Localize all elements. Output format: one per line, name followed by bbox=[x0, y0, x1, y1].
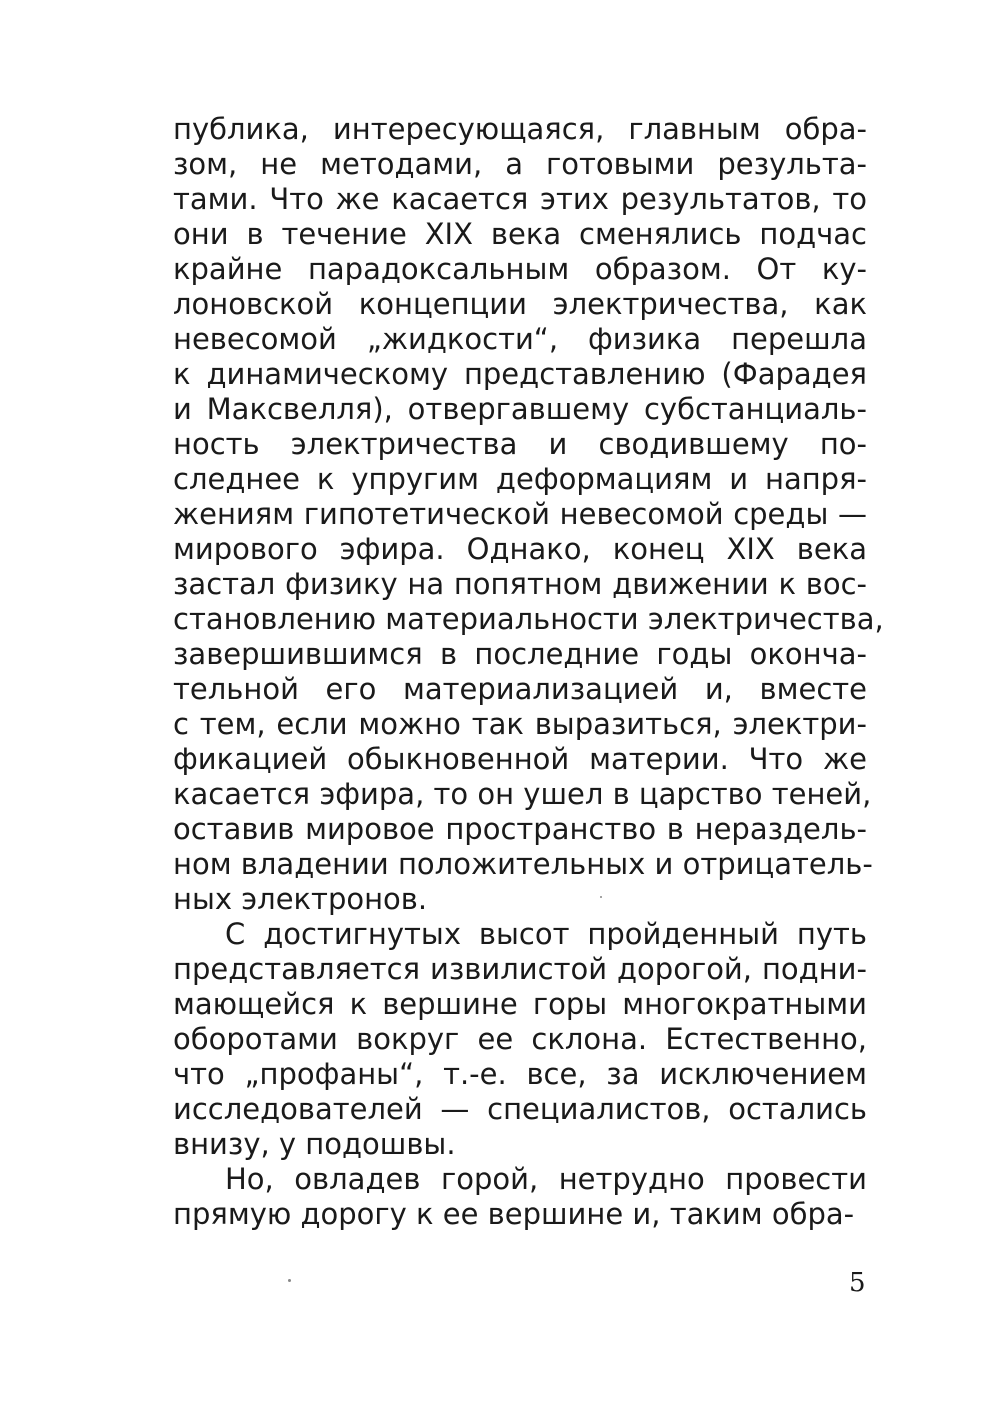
text-line: ном владении положительных и отрицатель- bbox=[173, 847, 873, 881]
text-line: исследователей — специалистов, остались bbox=[173, 1092, 867, 1126]
print-speck bbox=[600, 896, 602, 898]
text-line: тельной его материализацией и, вместе bbox=[173, 672, 867, 706]
text-line: они в течение XIX века сменялись подчас bbox=[173, 217, 867, 251]
text-line: оставив мировое пространство в нераздель- bbox=[173, 812, 867, 846]
text-line: к динамическому представлению (Фарадея bbox=[173, 357, 867, 391]
text-line: публика, интересующаяся, главным обра- bbox=[173, 112, 867, 146]
text-line: что „профаны“, т.-е. все, за исключением bbox=[173, 1057, 867, 1091]
print-speck bbox=[288, 1279, 291, 1282]
text-line: оборотами вокруг ее склона. Естественно, bbox=[173, 1022, 867, 1056]
paragraph bbox=[173, 1162, 867, 1232]
text-line: мирового эфира. Однако, конец XIX века bbox=[173, 532, 867, 566]
text-line: ность электричества и сводившему по- bbox=[173, 427, 867, 461]
paragraph bbox=[173, 917, 867, 1162]
text-line: крайне парадоксальным образом. От ку- bbox=[173, 252, 867, 286]
text-line: жениям гипотетической невесомой среды — bbox=[173, 497, 867, 531]
text-line: мающейся к вершине горы многократными bbox=[173, 987, 867, 1021]
text-line: касается эфира, то он ушел в царство теней, bbox=[173, 777, 872, 811]
text-line: внизу, у подошвы. bbox=[173, 1127, 456, 1161]
text-line: фикацией обыкновенной материи. Что же bbox=[173, 742, 867, 776]
page-number: 5 bbox=[849, 1268, 866, 1298]
text-line: зом, не методами, а готовыми результа- bbox=[173, 147, 867, 181]
text-line: прямую дорогу к ее вершине и, таким обра- bbox=[173, 1197, 855, 1231]
text-line: становлению материальности электричества, bbox=[173, 602, 884, 636]
text-line: Но, овладев горой, нетрудно провести bbox=[225, 1162, 867, 1196]
paragraph bbox=[173, 112, 884, 917]
text-line: застал физику на попятном движении к вос- bbox=[173, 567, 867, 601]
text-line: лоновской концепции электричества, как bbox=[173, 287, 867, 321]
text-line: представляется извилистой дорогой, подни- bbox=[173, 952, 867, 986]
text-line: и Максвелля), отвергавшему субстанциаль- bbox=[173, 392, 867, 426]
text-line: С достигнутых высот пройденный путь bbox=[225, 917, 867, 951]
text-line: ных электронов. bbox=[173, 882, 428, 916]
text-line: завершившимся в последние годы оконча- bbox=[173, 637, 867, 671]
text-line: с тем, если можно так выразиться, электри- bbox=[173, 707, 867, 741]
text-line: невесомой „жидкости“, физика перешла bbox=[173, 322, 867, 356]
text-line: следнее к упругим деформациям и напря- bbox=[173, 462, 867, 496]
text-line: тами. Что же касается этих результатов, то bbox=[173, 182, 867, 216]
body-text bbox=[173, 112, 884, 1232]
